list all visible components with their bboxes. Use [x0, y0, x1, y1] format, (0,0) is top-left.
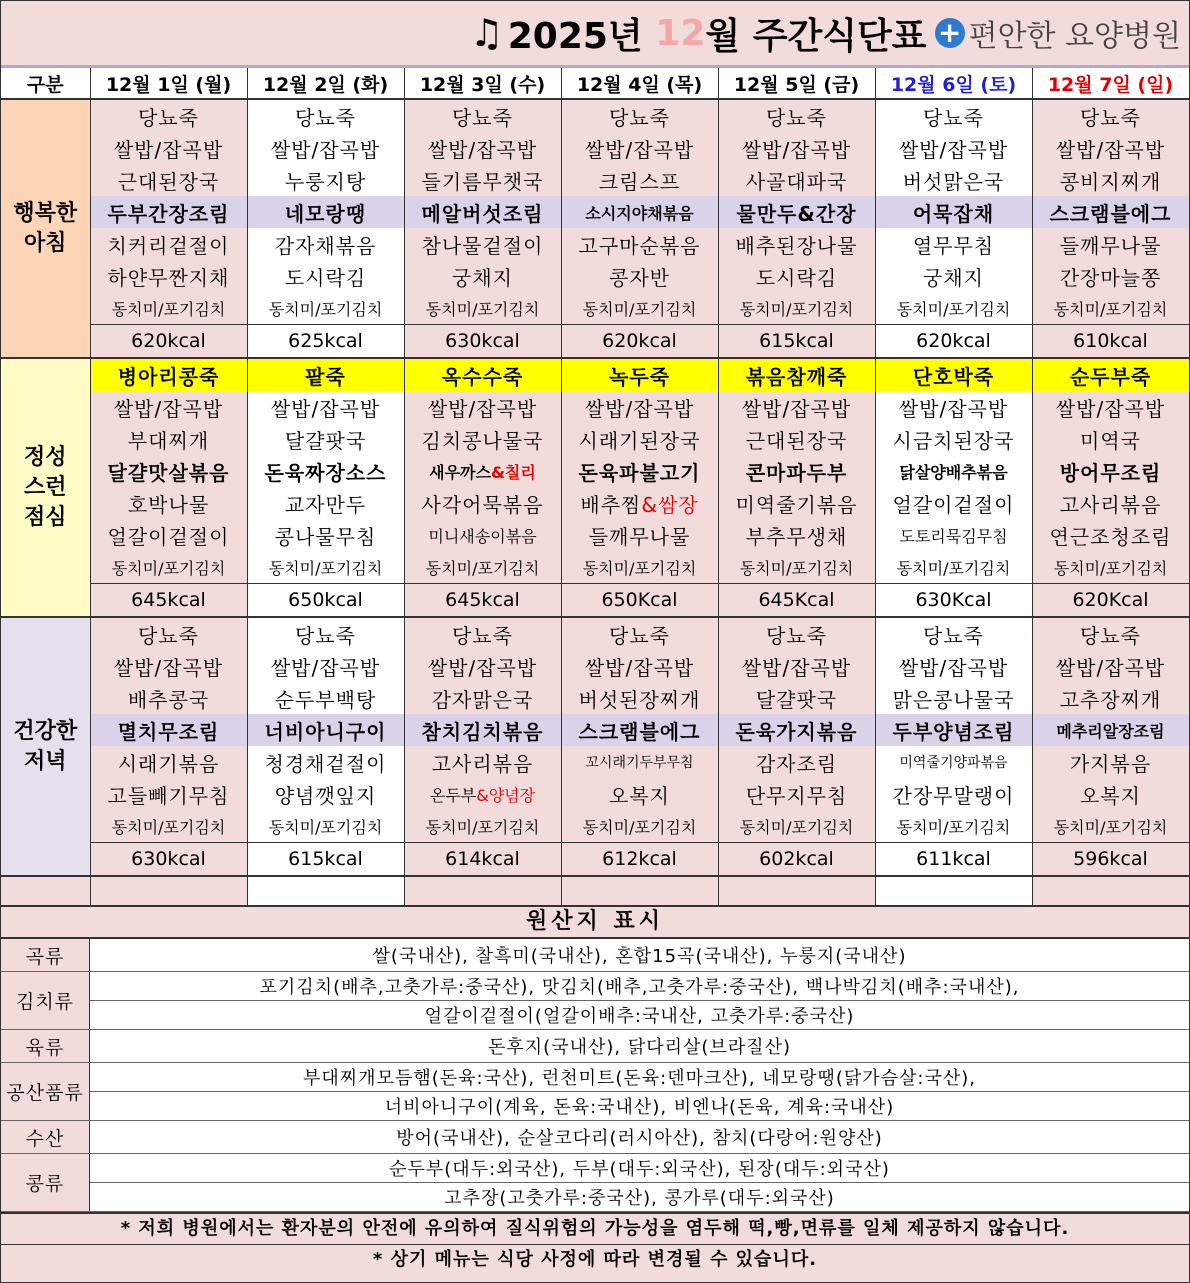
breakfast-kimchi-cell: 동치미/포기김치 [718, 292, 875, 325]
dinner-kimchi-cell: 동치미/포기김치 [247, 810, 404, 843]
lunch-main-dish-cell: 콘마파두부 [718, 455, 875, 487]
origin-detail: 방어(국내산), 순살코다리(러시아산), 참치(다랑어:원양산) [90, 1121, 1190, 1154]
origin-table [1, 939, 1189, 1212]
lunch-soup-cell: 시래기된장국 [561, 423, 718, 455]
dinner-row-rice [1, 650, 1189, 682]
lunch-row-main-dish [1, 455, 1189, 487]
breakfast-row-porridge [1, 99, 1189, 132]
lunch-kimchi-cell: 동치미/포기김치 [1032, 551, 1189, 584]
spacer-cell [718, 876, 875, 905]
lunch-side-dish-2-cell: 얼갈이겉절이 [90, 519, 247, 551]
dinner-rice-cell: 쌀밥/잡곡밥 [1032, 650, 1189, 682]
origin-row [1, 1063, 1189, 1092]
dinner-side-dish-2-cell: 고들빼기무침 [90, 778, 247, 810]
breakfast-main-dish-cell: 물만두&간장 [718, 196, 875, 228]
breakfast-kimchi-cell: 동치미/포기김치 [404, 292, 561, 325]
lunch-rice-cell: 쌀밥/잡곡밥 [1032, 391, 1189, 423]
lunch-rice-cell: 쌀밥/잡곡밥 [718, 391, 875, 423]
breakfast-side-dish-1-cell: 치커리겉절이 [90, 228, 247, 260]
dinner-kimchi-cell: 동치미/포기김치 [404, 810, 561, 843]
dinner-side-dish-1-cell: 미역줄기양파볶음 [875, 746, 1032, 778]
breakfast-main-dish-cell: 네모랑땡 [247, 196, 404, 228]
breakfast-calories-cell: 610kcal [1032, 325, 1189, 359]
lunch-main-dish-cell: 돈육파불고기 [561, 455, 718, 487]
footer-note-changes: * 상기 메뉴는 식당 사정에 따라 변경될 수 있습니다. [1, 1244, 1189, 1275]
day-header-saturday: 12월 6일 (토) [875, 68, 1032, 99]
breakfast-rice-cell: 쌀밥/잡곡밥 [875, 132, 1032, 164]
lunch-calories-cell: 650kcal [247, 584, 404, 618]
lunch-main-dish-cell: 닭살양배추볶음 [875, 455, 1032, 487]
origin-detail: 포기김치(배추,고춧가루:중국산), 맛김치(배추,고춧가루:중국산), 백나박김치(배추:국내산), [90, 972, 1190, 1001]
day-header: 12월 5일 (금) [718, 68, 875, 99]
breakfast-rice-cell: 쌀밥/잡곡밥 [1032, 132, 1189, 164]
lunch-main-dish-cell: 방어무조림 [1032, 455, 1189, 487]
dinner-calories-cell: 612kcal [561, 843, 718, 877]
dinner-side-dish-2-cell: 양념깻잎지 [247, 778, 404, 810]
breakfast-porridge-cell: 당뇨죽 [561, 99, 718, 132]
origin-category: 수산 [1, 1121, 90, 1154]
dinner-porridge-cell: 당뇨죽 [1032, 617, 1189, 650]
origin-category: 육류 [1, 1030, 90, 1063]
dinner-kimchi-cell: 동치미/포기김치 [90, 810, 247, 843]
origin-row [1, 1121, 1189, 1154]
day-header: 12월 1일 (월) [90, 68, 247, 99]
breakfast-side-dish-2-cell: 간장마늘쫑 [1032, 260, 1189, 292]
lunch-soup-cell: 근대된장국 [718, 423, 875, 455]
breakfast-main-dish-cell: 소시지야채볶음 [561, 196, 718, 228]
breakfast-soup-cell: 들기름무챗국 [404, 164, 561, 196]
dinner-side-dish-1-cell: 꼬시래기두부무침 [561, 746, 718, 778]
origin-detail: 쌀(국내산), 찰흑미(국내산), 혼합15곡(국내산), 누룽지(국내산) [90, 939, 1190, 972]
origin-row [1, 1030, 1189, 1063]
dinner-porridge-cell: 당뇨죽 [404, 617, 561, 650]
lunch-side-dish-1-cell: 사각어묵볶음 [404, 487, 561, 519]
breakfast-rice-cell: 쌀밥/잡곡밥 [90, 132, 247, 164]
dinner-row-porridge [1, 617, 1189, 650]
dinner-side-dish-2-cell: 단무지무침 [718, 778, 875, 810]
breakfast-side-dish-2-cell: 궁채지 [875, 260, 1032, 292]
lunch-calories-cell: 645Kcal [718, 584, 875, 618]
breakfast-kimchi-cell: 동치미/포기김치 [1032, 292, 1189, 325]
breakfast-side-dish-1-cell: 열무무침 [875, 228, 1032, 260]
lunch-row-rice [1, 391, 1189, 423]
dinner-rice-cell: 쌀밥/잡곡밥 [90, 650, 247, 682]
lunch-rice-cell: 쌀밥/잡곡밥 [90, 391, 247, 423]
breakfast-porridge-cell: 당뇨죽 [875, 99, 1032, 132]
origin-category: 공산품류 [1, 1063, 90, 1121]
breakfast-side-dish-1-cell: 배추된장나물 [718, 228, 875, 260]
lunch-main-dish-cell: 달걀맛살볶음 [90, 455, 247, 487]
dinner-porridge-cell: 당뇨죽 [90, 617, 247, 650]
breakfast-calories-cell: 620kcal [561, 325, 718, 359]
spacer-row [1, 876, 1189, 905]
origin-row [1, 939, 1189, 972]
dinner-soup-cell: 달걀팟국 [718, 682, 875, 714]
dinner-side-dish-2-cell: 오복지 [561, 778, 718, 810]
column-label: 구분 [1, 68, 90, 99]
dinner-soup-cell: 순두부백탕 [247, 682, 404, 714]
dinner-porridge-cell: 당뇨죽 [561, 617, 718, 650]
dinner-main-dish-cell: 돈육가지볶음 [718, 714, 875, 746]
lunch-side-dish-2-cell: 부추무생채 [718, 519, 875, 551]
dinner-rice-cell: 쌀밥/잡곡밥 [875, 650, 1032, 682]
breakfast-kimchi-cell: 동치미/포기김치 [247, 292, 404, 325]
dinner-row-kimchi [1, 810, 1189, 843]
lunch-calories-cell: 650Kcal [561, 584, 718, 618]
title-year: 2025년 [507, 15, 643, 57]
lunch-soup-cell: 시금치된장국 [875, 423, 1032, 455]
meal-label-breakfast: 행복한 아침 [1, 99, 90, 358]
breakfast-kimchi-cell: 동치미/포기김치 [875, 292, 1032, 325]
origin-category: 곡류 [1, 939, 90, 972]
dinner-rice-cell: 쌀밥/잡곡밥 [561, 650, 718, 682]
title-month: 12 [655, 12, 706, 54]
lunch-side-dish-2-cell: 들깨무나물 [561, 519, 718, 551]
dinner-calories-cell: 615kcal [247, 843, 404, 877]
lunch-rice-cell: 쌀밥/잡곡밥 [561, 391, 718, 423]
lunch-side-dish-1-cell: 교자만두 [247, 487, 404, 519]
lunch-row-soup [1, 423, 1189, 455]
breakfast-soup-cell: 사골대파국 [718, 164, 875, 196]
lunch-porridge-cell: 순두부죽 [1032, 358, 1189, 391]
menu-table [1, 68, 1190, 905]
breakfast-soup-cell: 근대된장국 [90, 164, 247, 196]
breakfast-porridge-cell: 당뇨죽 [718, 99, 875, 132]
meal-label-dinner: 건강한 저녁 [1, 617, 90, 876]
breakfast-porridge-cell: 당뇨죽 [404, 99, 561, 132]
spacer-cell [1, 876, 90, 905]
title-bar [1, 1, 1189, 68]
breakfast-calories-cell: 625kcal [247, 325, 404, 359]
origin-detail: 고추장(고춧가루:중국산), 콩가루(대두:외국산) [90, 1183, 1190, 1212]
lunch-porridge-cell: 옥수수죽 [404, 358, 561, 391]
dinner-kimchi-cell: 동치미/포기김치 [561, 810, 718, 843]
lunch-side-dish-2-cell: 연근조청조림 [1032, 519, 1189, 551]
lunch-rice-cell: 쌀밥/잡곡밥 [404, 391, 561, 423]
lunch-soup-cell: 부대찌개 [90, 423, 247, 455]
lunch-soup-cell: 미역국 [1032, 423, 1189, 455]
breakfast-side-dish-2-cell: 하얀무짠지채 [90, 260, 247, 292]
day-header: 12월 3일 (수) [404, 68, 561, 99]
breakfast-porridge-cell: 당뇨죽 [90, 99, 247, 132]
day-header: 12월 4일 (목) [561, 68, 718, 99]
breakfast-soup-cell: 누룽지탕 [247, 164, 404, 196]
origin-row [1, 972, 1189, 1001]
breakfast-soup-cell: 콩비지찌개 [1032, 164, 1189, 196]
dinner-porridge-cell: 당뇨죽 [875, 617, 1032, 650]
breakfast-porridge-cell: 당뇨죽 [247, 99, 404, 132]
spacer-cell [561, 876, 718, 905]
dinner-main-dish-cell: 메추리알장조림 [1032, 714, 1189, 746]
lunch-kimchi-cell: 동치미/포기김치 [90, 551, 247, 584]
day-header-sunday: 12월 7일 (일) [1032, 68, 1189, 99]
breakfast-row-main-dish [1, 196, 1189, 228]
dinner-kimchi-cell: 동치미/포기김치 [875, 810, 1032, 843]
lunch-calories-cell: 630Kcal [875, 584, 1032, 618]
origin-row [1, 1183, 1189, 1212]
breakfast-side-dish-1-cell: 들깨무나물 [1032, 228, 1189, 260]
spacer-cell [404, 876, 561, 905]
dinner-side-dish-2-cell: 오복지 [1032, 778, 1189, 810]
dinner-calories-cell: 611kcal [875, 843, 1032, 877]
breakfast-calories-cell: 630kcal [404, 325, 561, 359]
title-month-suffix: 월 [705, 15, 741, 57]
breakfast-main-dish-cell: 스크램블에그 [1032, 196, 1189, 228]
dinner-soup-cell: 배추콩국 [90, 682, 247, 714]
lunch-row-side-dish-2 [1, 519, 1189, 551]
breakfast-row-side-dish-1 [1, 228, 1189, 260]
breakfast-soup-cell: 크림스프 [561, 164, 718, 196]
dinner-calories-cell: 602kcal [718, 843, 875, 877]
breakfast-rice-cell: 쌀밥/잡곡밥 [247, 132, 404, 164]
breakfast-row-kimchi [1, 292, 1189, 325]
lunch-calories-cell: 645kcal [90, 584, 247, 618]
dinner-calories-cell: 614kcal [404, 843, 561, 877]
breakfast-kimchi-cell: 동치미/포기김치 [90, 292, 247, 325]
breakfast-calories-cell: 620kcal [875, 325, 1032, 359]
breakfast-calories-cell: 620kcal [90, 325, 247, 359]
origin-row [1, 1001, 1189, 1030]
origin-category: 콩류 [1, 1154, 90, 1212]
origin-category: 김치류 [1, 972, 90, 1030]
breakfast-side-dish-2-cell: 콩자반 [561, 260, 718, 292]
lunch-main-dish-cell: 돈육짜장소스 [247, 455, 404, 487]
breakfast-rice-cell: 쌀밥/잡곡밥 [561, 132, 718, 164]
origin-detail: 부대찌개모듬햄(돈육:국산), 런천미트(돈육:덴마크산), 네모랑땡(닭가슴살:국산), [90, 1063, 1190, 1092]
lunch-row-calories [1, 584, 1189, 618]
lunch-soup-cell: 달걀팟국 [247, 423, 404, 455]
lunch-main-dish-cell: 새우까스&칠리 [404, 455, 561, 487]
breakfast-row-rice [1, 132, 1189, 164]
spacer-cell [90, 876, 247, 905]
breakfast-row-side-dish-2 [1, 260, 1189, 292]
breakfast-main-dish-cell: 두부간장조림 [90, 196, 247, 228]
lunch-rice-cell: 쌀밥/잡곡밥 [875, 391, 1032, 423]
breakfast-side-dish-2-cell: 도시락김 [247, 260, 404, 292]
lunch-porridge-cell: 병아리콩죽 [90, 358, 247, 391]
lunch-kimchi-cell: 동치미/포기김치 [404, 551, 561, 584]
page-title [470, 8, 1181, 59]
lunch-soup-cell: 김치콩나물국 [404, 423, 561, 455]
cross-icon: + [935, 18, 965, 48]
dinner-rice-cell: 쌀밥/잡곡밥 [247, 650, 404, 682]
title-text: 주간식단표 [752, 15, 927, 57]
dinner-main-dish-cell: 스크램블에그 [561, 714, 718, 746]
lunch-kimchi-cell: 동치미/포기김치 [561, 551, 718, 584]
hospital-name: 편안한 요양병원 [968, 19, 1181, 54]
breakfast-row-calories [1, 325, 1189, 359]
lunch-side-dish-2-cell: 도토리묵김무침 [875, 519, 1032, 551]
dinner-row-calories [1, 843, 1189, 877]
breakfast-main-dish-cell: 메알버섯조림 [404, 196, 561, 228]
breakfast-side-dish-1-cell: 고구마순볶음 [561, 228, 718, 260]
dinner-side-dish-1-cell: 청경채겉절이 [247, 746, 404, 778]
dinner-kimchi-cell: 동치미/포기김치 [718, 810, 875, 843]
lunch-porridge-cell: 녹두죽 [561, 358, 718, 391]
lunch-row-porridge [1, 358, 1189, 391]
dinner-side-dish-2-cell: 간장무말랭이 [875, 778, 1032, 810]
dinner-calories-cell: 596kcal [1032, 843, 1189, 877]
dinner-row-main-dish [1, 714, 1189, 746]
lunch-side-dish-1-cell: 배추찜&쌈장 [561, 487, 718, 519]
dinner-side-dish-1-cell: 고사리볶음 [404, 746, 561, 778]
spacer-cell [1032, 876, 1189, 905]
lunch-kimchi-cell: 동치미/포기김치 [718, 551, 875, 584]
dinner-rice-cell: 쌀밥/잡곡밥 [404, 650, 561, 682]
breakfast-main-dish-cell: 어묵잡채 [875, 196, 1032, 228]
breakfast-side-dish-2-cell: 궁채지 [404, 260, 561, 292]
dinner-soup-cell: 버섯된장찌개 [561, 682, 718, 714]
breakfast-calories-cell: 615kcal [718, 325, 875, 359]
lunch-calories-cell: 645kcal [404, 584, 561, 618]
lunch-kimchi-cell: 동치미/포기김치 [875, 551, 1032, 584]
breakfast-rice-cell: 쌀밥/잡곡밥 [718, 132, 875, 164]
dinner-porridge-cell: 당뇨죽 [718, 617, 875, 650]
breakfast-side-dish-2-cell: 도시락김 [718, 260, 875, 292]
origin-detail: 얼갈이겉절이(얼갈이배추:국내산, 고춧가루:중국산) [90, 1001, 1190, 1030]
lunch-kimchi-cell: 동치미/포기김치 [247, 551, 404, 584]
breakfast-porridge-cell: 당뇨죽 [1032, 99, 1189, 132]
lunch-calories-cell: 620Kcal [1032, 584, 1189, 618]
dinner-main-dish-cell: 너비아니구이 [247, 714, 404, 746]
dinner-porridge-cell: 당뇨죽 [247, 617, 404, 650]
music-note-icon: ♫ [469, 11, 504, 55]
breakfast-side-dish-1-cell: 참나물겉절이 [404, 228, 561, 260]
lunch-side-dish-1-cell: 얼갈이겉절이 [875, 487, 1032, 519]
dinner-row-side-dish-1 [1, 746, 1189, 778]
spacer-cell [247, 876, 404, 905]
dinner-soup-cell: 맑은콩나물국 [875, 682, 1032, 714]
dinner-side-dish-1-cell: 시래기볶음 [90, 746, 247, 778]
lunch-row-kimchi [1, 551, 1189, 584]
lunch-side-dish-1-cell: 호박나물 [90, 487, 247, 519]
dinner-row-side-dish-2 [1, 778, 1189, 810]
lunch-porridge-cell: 팥죽 [247, 358, 404, 391]
footer-note-choking: * 저희 병원에서는 환자분의 안전에 유의하여 질식위험의 가능성을 염두해 떡,빵,면류를 일체 제공하지 않습니다. [1, 1212, 1189, 1244]
breakfast-soup-cell: 버섯맑은국 [875, 164, 1032, 196]
spacer-cell [875, 876, 1032, 905]
dinner-main-dish-cell: 참치김치볶음 [404, 714, 561, 746]
origin-row [1, 1092, 1189, 1121]
dinner-calories-cell: 630kcal [90, 843, 247, 877]
dinner-side-dish-2-cell: 온두부&양념장 [404, 778, 561, 810]
origin-title: 원산지 표시 [1, 905, 1189, 939]
lunch-side-dish-2-cell: 미니새송이볶음 [404, 519, 561, 551]
breakfast-side-dish-1-cell: 감자채볶음 [247, 228, 404, 260]
origin-detail: 너비아니구이(계육, 돈육:국내산), 비엔나(돈육, 계육:국내산) [90, 1092, 1190, 1121]
dinner-soup-cell: 고추장찌개 [1032, 682, 1189, 714]
dinner-rice-cell: 쌀밥/잡곡밥 [718, 650, 875, 682]
breakfast-row-soup [1, 164, 1189, 196]
origin-row [1, 1154, 1189, 1183]
lunch-porridge-cell: 단호박죽 [875, 358, 1032, 391]
header-row [1, 68, 1189, 99]
menu-body [1, 99, 1189, 905]
origin-detail: 순두부(대두:외국산), 두부(대두:외국산), 된장(대두:외국산) [90, 1154, 1190, 1183]
dinner-soup-cell: 감자맑은국 [404, 682, 561, 714]
dinner-main-dish-cell: 두부양념조림 [875, 714, 1032, 746]
origin-section [1, 905, 1189, 1212]
dinner-main-dish-cell: 멸치무조림 [90, 714, 247, 746]
dinner-row-soup [1, 682, 1189, 714]
dinner-side-dish-1-cell: 가지볶음 [1032, 746, 1189, 778]
day-header: 12월 2일 (화) [247, 68, 404, 99]
lunch-side-dish-1-cell: 미역줄기볶음 [718, 487, 875, 519]
origin-detail: 돈후지(국내산), 닭다리살(브라질산) [90, 1030, 1190, 1063]
dinner-side-dish-1-cell: 감자조림 [718, 746, 875, 778]
lunch-rice-cell: 쌀밥/잡곡밥 [247, 391, 404, 423]
breakfast-rice-cell: 쌀밥/잡곡밥 [404, 132, 561, 164]
dinner-kimchi-cell: 동치미/포기김치 [1032, 810, 1189, 843]
lunch-side-dish-2-cell: 콩나물무침 [247, 519, 404, 551]
lunch-side-dish-1-cell: 고사리볶음 [1032, 487, 1189, 519]
lunch-porridge-cell: 볶음참깨죽 [718, 358, 875, 391]
meal-label-lunch: 정성 스런 점심 [1, 358, 90, 617]
breakfast-kimchi-cell: 동치미/포기김치 [561, 292, 718, 325]
lunch-row-side-dish-1 [1, 487, 1189, 519]
